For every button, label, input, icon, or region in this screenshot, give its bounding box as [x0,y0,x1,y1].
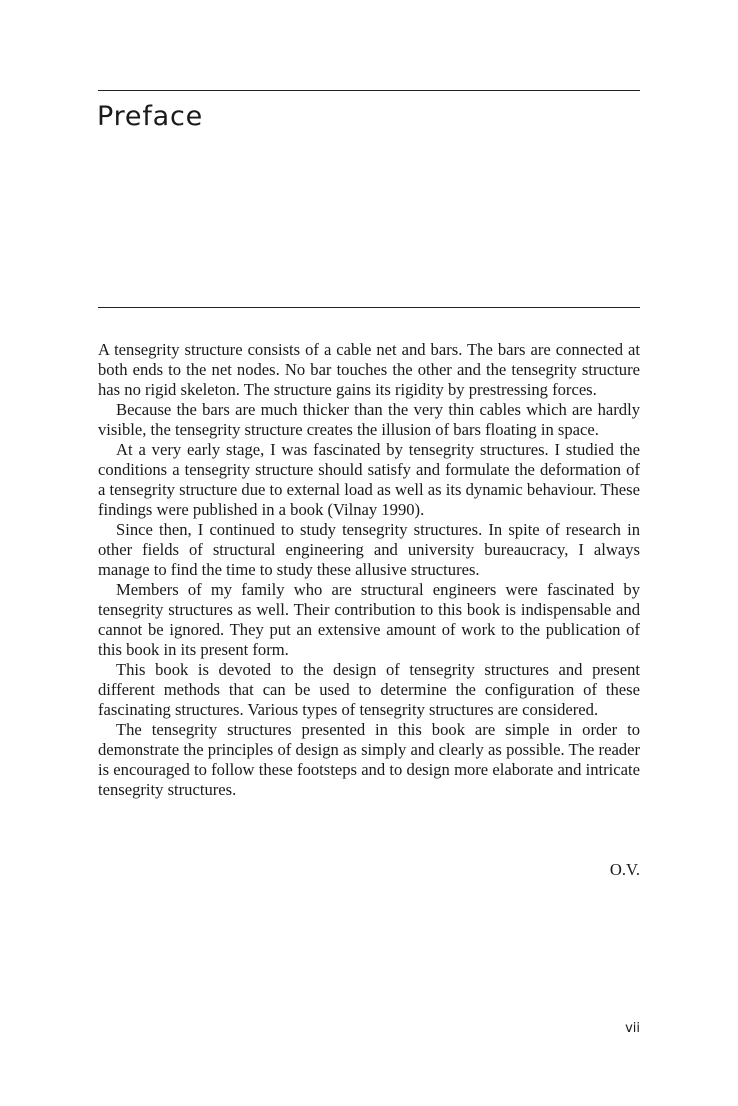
preface-body [98,340,640,800]
bottom-divider [98,307,640,308]
paragraph: Because the bars are much thicker than the very thin cables which are hardly visible, the tensegrity structure creates the illusion of bars floating in space. [98,400,640,439]
paragraph: Members of my family who are structural engineers were fascinated by tensegrity structures as well. Their contribution to this book is indispensable and cannot be ignored. They put an extensive amount of work to the publication of this book in its present form. [98,580,640,659]
page-number: vii [625,1021,640,1036]
top-divider [98,90,640,91]
paragraph: The tensegrity structures presented in this book are simple in order to demonstrate the principles of design as simply and clearly as possible. The reader is encouraged to follow these footsteps and to design more elaborate and intricate tensegrity structures. [98,720,640,799]
paragraph: A tensegrity structure consists of a cable net and bars. The bars are connected at both ends to the net nodes. No bar touches the other and the tensegrity structure has no rigid skeleton. The structure gains its rigidity by prestressing forces. [98,340,640,399]
paragraph: This book is devoted to the design of tensegrity structures and present different methods that can be used to determine the configuration of these fascinating structures. Various types of tensegrity structures are considered. [98,660,640,719]
chapter-title: Preface [97,101,204,132]
paragraph: At a very early stage, I was fascinated by tensegrity structures. I studied the conditions a tensegrity structure should satisfy and formulate the deformation of a tensegrity structure due to external load as well as its dynamic behaviour. These findings were published in a book (Vilnay 1990). [98,440,640,519]
paragraph: Since then, I continued to study tensegrity structures. In spite of research in other fields of structural engineering and university bureaucracy, I always manage to find the time to study these allusive structures. [98,520,640,579]
author-signature: O.V. [609,860,640,879]
